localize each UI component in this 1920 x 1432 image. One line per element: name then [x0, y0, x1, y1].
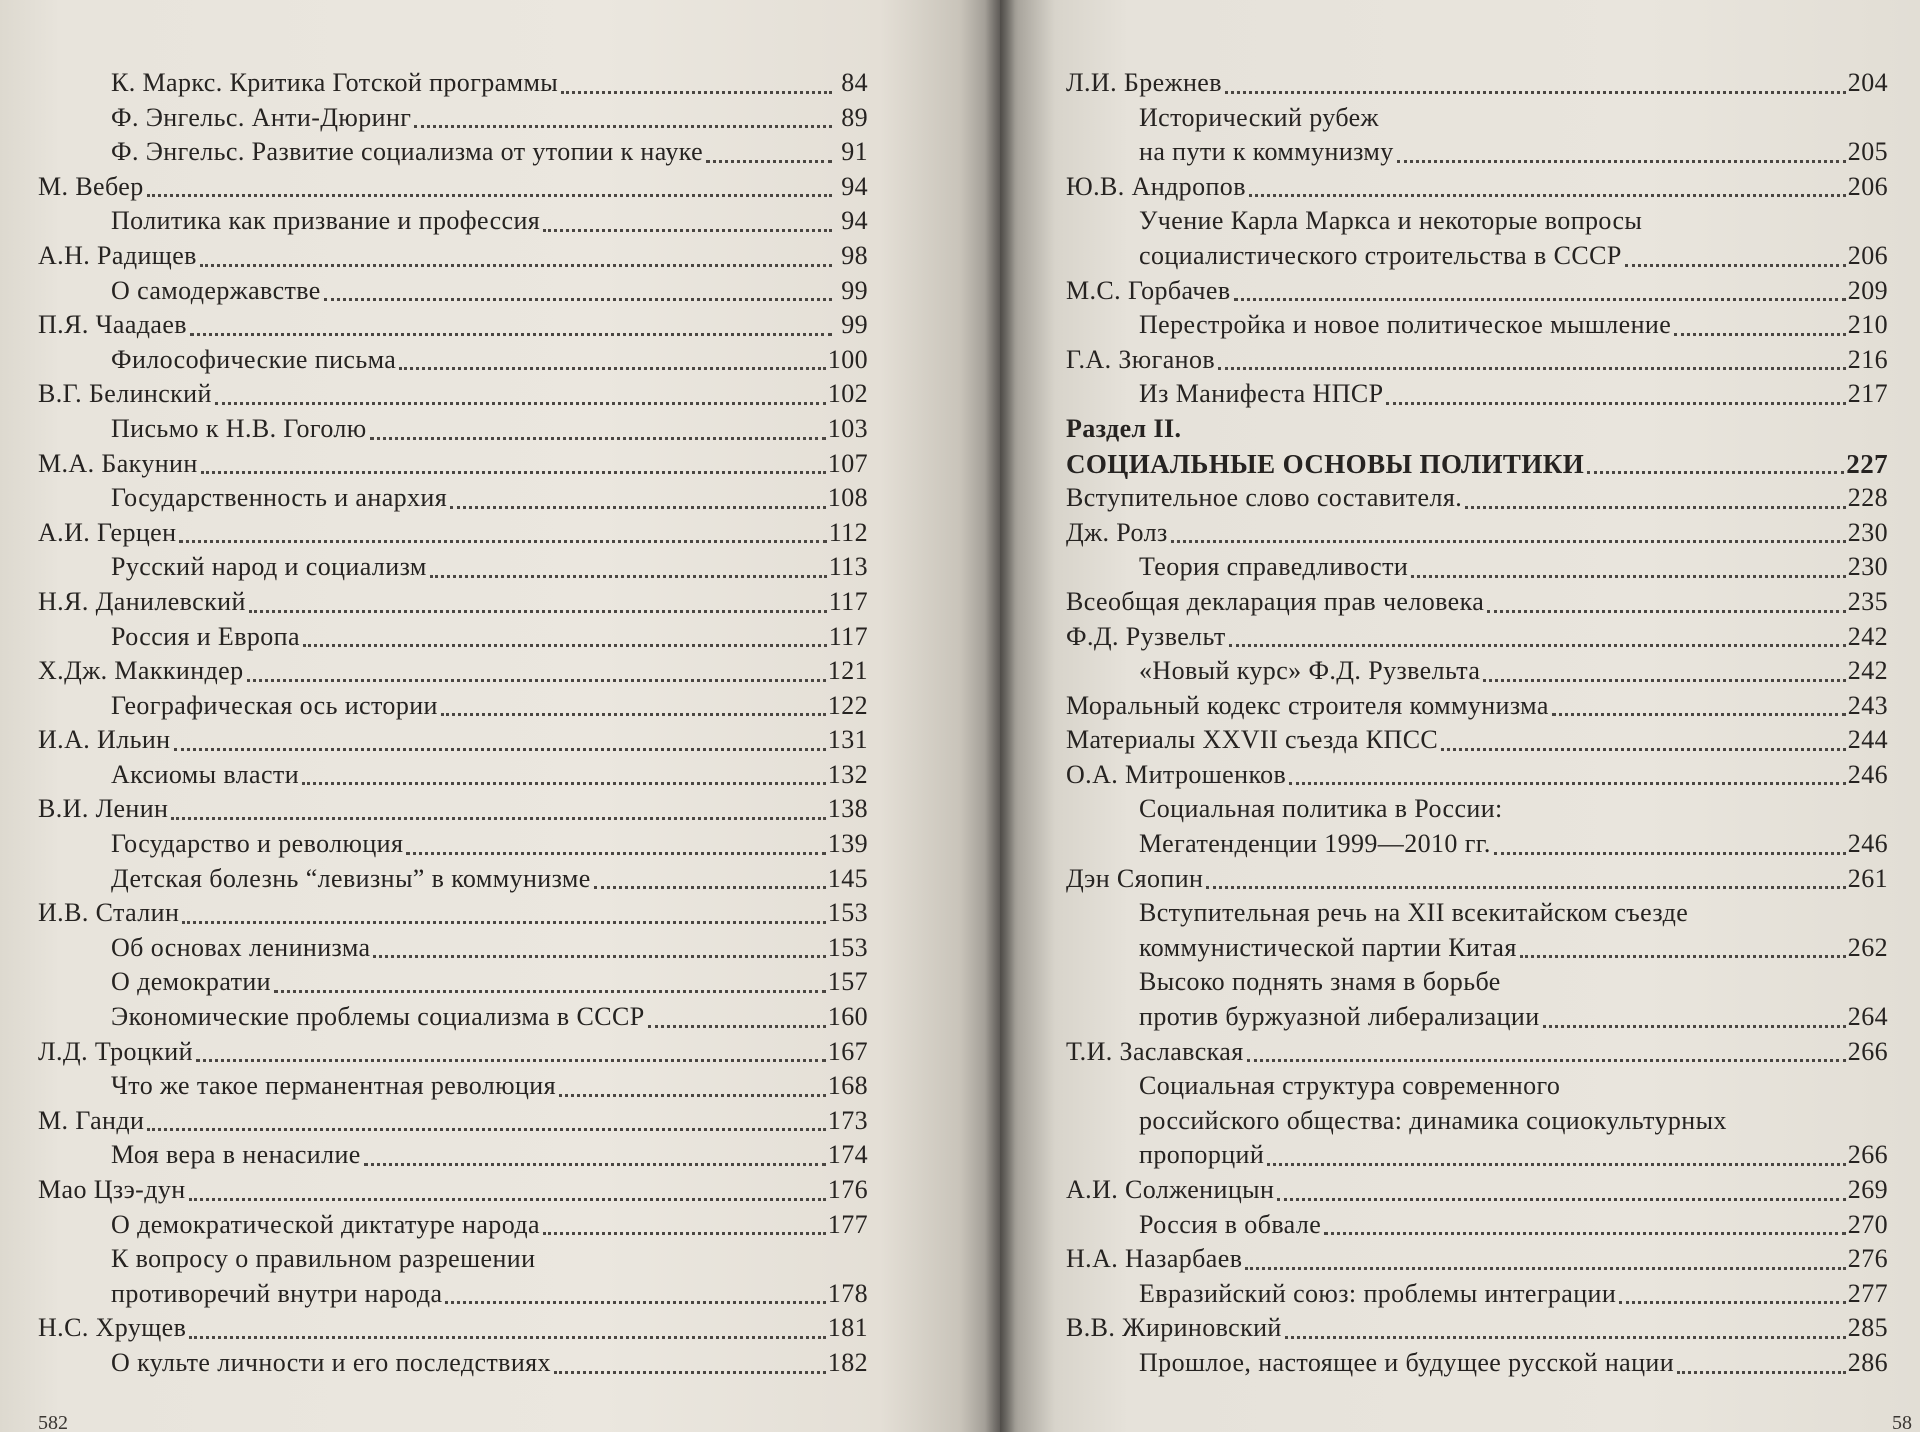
toc-page-number: 173	[827, 1105, 868, 1135]
toc-entry-title: Социальная структура современного	[1139, 1071, 1561, 1101]
dot-leader	[648, 1024, 826, 1028]
toc-entry-title: Что же такое перманентная революция	[111, 1071, 556, 1101]
toc-entry-title: Л.И. Брежнев	[1066, 68, 1222, 97]
dot-leader	[450, 505, 826, 509]
dot-leader	[364, 1162, 826, 1166]
toc-entry-title: социалистического строительства в СССР	[1139, 240, 1622, 270]
toc-entry-title: Политика как призвание и профессия	[111, 206, 541, 236]
toc-entry-title: Материалы XXVII съезда КПСС	[1066, 725, 1439, 755]
toc-entry-title: Из Манифеста НПСР	[1139, 379, 1384, 409]
toc-page-number: 178	[827, 1278, 868, 1308]
dot-leader	[706, 159, 832, 163]
toc-page-number: 209	[1847, 275, 1888, 305]
dot-leader	[1483, 678, 1846, 682]
toc-page-number: 182	[827, 1347, 868, 1377]
toc-entry	[38, 654, 868, 689]
toc-subentry	[1066, 1104, 1888, 1139]
toc-entry	[1066, 862, 1888, 897]
toc-entry	[38, 1104, 868, 1139]
toc-page-number: 210	[1847, 310, 1888, 340]
toc-entry	[1066, 516, 1888, 551]
toc-subentry	[1066, 896, 1888, 931]
dot-leader	[200, 263, 832, 267]
toc-entry-title: П.Я. Чаадаев	[38, 310, 187, 340]
toc-page-number: 107	[827, 448, 868, 478]
toc-page-number: 246	[1847, 759, 1888, 789]
toc-page-number: 139	[827, 829, 868, 859]
toc-page-number: 167	[827, 1036, 868, 1066]
toc-entry	[1066, 1035, 1888, 1070]
table-of-contents-right	[1066, 66, 1888, 1381]
toc-entry-title: Учение Карла Маркса и некоторые вопросы	[1139, 206, 1643, 236]
dot-leader	[543, 1231, 826, 1235]
toc-subentry	[38, 1277, 868, 1312]
dot-leader	[1277, 1197, 1845, 1201]
toc-page-number: 277	[1847, 1278, 1888, 1308]
toc-page-number: 138	[827, 794, 868, 824]
toc-page-number: 242	[1847, 656, 1888, 686]
toc-page-number: 246	[1847, 829, 1888, 859]
dot-leader	[414, 124, 832, 128]
dot-leader	[1267, 1162, 1846, 1166]
toc-page-number: 112	[828, 517, 868, 547]
toc-subentry	[38, 343, 868, 378]
dot-leader	[196, 1058, 826, 1062]
toc-entry-title: противоречий внутри народа	[111, 1278, 443, 1308]
dot-leader	[441, 712, 826, 716]
toc-entry	[38, 1035, 868, 1070]
toc-entry	[1066, 758, 1888, 793]
toc-page-number: 264	[1847, 1002, 1888, 1032]
toc-entry-title: Х.Дж. Маккиндер	[38, 656, 244, 686]
toc-page-number: 266	[1847, 1140, 1888, 1170]
toc-page-number: 217	[1847, 379, 1888, 409]
toc-subentry	[38, 1000, 868, 1035]
toc-page-number: 84	[841, 68, 868, 97]
toc-page-number: 98	[841, 240, 868, 270]
dot-leader	[1397, 159, 1846, 163]
dot-leader	[179, 539, 826, 543]
toc-page-number: 108	[827, 483, 868, 513]
toc-entry-title: Моральный кодекс строителя коммунизма	[1066, 690, 1549, 720]
toc-page-number: 230	[1847, 517, 1888, 547]
toc-page-number: 227	[1846, 448, 1888, 479]
toc-subentry	[38, 550, 868, 585]
toc-section-heading	[1066, 447, 1888, 482]
dot-leader	[1465, 505, 1846, 509]
toc-entry	[1066, 274, 1888, 309]
dot-leader	[1674, 332, 1846, 336]
toc-subentry	[1066, 1346, 1888, 1381]
dot-leader	[1229, 643, 1846, 647]
toc-page-number: 122	[827, 690, 868, 720]
toc-subentry	[1066, 550, 1888, 585]
toc-subentry	[38, 204, 868, 239]
toc-entry	[38, 447, 868, 482]
dot-leader	[303, 643, 827, 647]
toc-page-number: 103	[827, 413, 868, 443]
dot-leader	[324, 297, 832, 301]
dot-leader	[1494, 851, 1846, 855]
toc-entry	[38, 377, 868, 412]
dot-leader	[1552, 712, 1846, 716]
toc-page-number: 113	[828, 552, 868, 582]
dot-leader	[1520, 954, 1846, 958]
dot-leader	[1619, 1300, 1846, 1304]
toc-entry-title: Аксиомы власти	[111, 759, 300, 789]
toc-entry-title: пропорций	[1139, 1140, 1265, 1170]
toc-entry-title: Ф.Д. Рузвельт	[1066, 621, 1226, 651]
dot-leader	[1386, 401, 1845, 405]
dot-leader	[1234, 297, 1846, 301]
toc-page-number: 131	[827, 725, 868, 755]
toc-entry-title: И.А. Ильин	[38, 725, 171, 755]
toc-section-heading	[1066, 412, 1888, 447]
dot-leader	[561, 90, 832, 94]
toc-page-number: 132	[827, 759, 868, 789]
dot-leader	[1285, 1335, 1846, 1339]
dot-leader	[189, 1197, 826, 1201]
dot-leader	[1206, 885, 1845, 889]
toc-page-number: 117	[828, 621, 868, 651]
toc-entry-title: на пути к коммунизму	[1139, 137, 1394, 167]
toc-page-number: 230	[1847, 552, 1888, 582]
toc-entry-title: Дэн Сяопин	[1066, 863, 1204, 893]
toc-subentry	[38, 931, 868, 966]
dot-leader	[1247, 1058, 1846, 1062]
dot-leader	[182, 920, 826, 924]
toc-page-number: 168	[827, 1071, 868, 1101]
toc-entry	[1066, 66, 1888, 101]
toc-entry-title: Вступительное слово составителя.	[1066, 483, 1463, 513]
toc-subentry	[1066, 239, 1888, 274]
toc-page-number: 206	[1847, 240, 1888, 270]
dot-leader	[1543, 1024, 1846, 1028]
dot-leader	[147, 1127, 825, 1131]
toc-entry	[38, 723, 868, 758]
dot-leader	[171, 816, 825, 820]
toc-entry-title: И.В. Сталин	[38, 898, 180, 928]
toc-subentry	[1066, 1277, 1888, 1312]
dot-leader	[1625, 263, 1846, 267]
toc-entry-title: Русский народ и социализм	[111, 552, 427, 582]
toc-entry-title: Ф. Энгельс. Анти-Дюринг	[111, 102, 412, 132]
toc-page-number: 243	[1847, 690, 1888, 720]
right-page	[1000, 0, 1920, 1432]
toc-subentry	[38, 1346, 868, 1381]
toc-page-number: 216	[1847, 344, 1888, 374]
dot-leader	[1218, 366, 1846, 370]
toc-subentry	[1066, 654, 1888, 689]
dot-leader	[1677, 1370, 1846, 1374]
toc-page-number: 99	[841, 275, 868, 305]
toc-subentry	[1066, 1208, 1888, 1243]
toc-entry	[1066, 1311, 1888, 1346]
toc-page-number: 94	[841, 171, 868, 201]
toc-entry	[1066, 585, 1888, 620]
dot-leader	[189, 1335, 826, 1339]
dot-leader	[190, 332, 832, 336]
dot-leader	[1487, 609, 1846, 613]
toc-subentry	[38, 135, 868, 170]
toc-subentry	[1066, 377, 1888, 412]
toc-page-number: 205	[1847, 137, 1888, 167]
toc-entry-title: Теория справедливости	[1139, 552, 1409, 582]
toc-page-number: 276	[1847, 1244, 1888, 1274]
toc-subentry	[1066, 1069, 1888, 1104]
toc-entry-title: Государственность и анархия	[111, 483, 448, 513]
toc-subentry	[1066, 792, 1888, 827]
toc-entry-title: М. Вебер	[38, 171, 144, 201]
toc-entry-title: Дж. Ролз	[1066, 517, 1168, 547]
toc-entry-title: Мао Цзэ-дун	[38, 1175, 186, 1204]
toc-subentry	[1066, 1000, 1888, 1035]
dot-leader	[1587, 470, 1844, 474]
dot-leader	[201, 470, 826, 474]
toc-subentry	[38, 66, 868, 101]
toc-entry	[38, 792, 868, 827]
toc-page-number: 153	[827, 932, 868, 962]
toc-page-number: 153	[827, 898, 868, 928]
toc-entry-title: Мегатенденции 1999—2010 гг.	[1139, 829, 1491, 859]
toc-subentry	[38, 620, 868, 655]
toc-page-number: 99	[841, 310, 868, 340]
toc-page-number: 270	[1847, 1209, 1888, 1239]
toc-page-number: 102	[827, 379, 868, 409]
toc-entry-title: Г.А. Зюганов	[1066, 344, 1216, 374]
dot-leader	[406, 851, 825, 855]
toc-page-number: 117	[828, 586, 868, 616]
toc-entry-title: Исторический рубеж	[1139, 102, 1379, 132]
dot-leader	[215, 401, 826, 405]
toc-page-number: 286	[1847, 1347, 1888, 1377]
toc-entry-title: Государство и революция	[111, 829, 404, 859]
toc-page-number: 177	[827, 1209, 868, 1239]
toc-subentry	[38, 412, 868, 447]
toc-entry-title: Моя вера в ненасилие	[111, 1140, 361, 1170]
dot-leader	[1441, 747, 1846, 751]
toc-entry-title: О.А. Митрошенков	[1066, 759, 1287, 789]
toc-entry-title: Высоко поднять знамя в борьбе	[1139, 967, 1501, 997]
toc-subentry	[1066, 1138, 1888, 1173]
dot-leader	[174, 747, 826, 751]
toc-page-number: 244	[1847, 725, 1888, 755]
toc-entry-title: Н.А. Назарбаев	[1066, 1244, 1243, 1274]
toc-subentry	[38, 758, 868, 793]
toc-entry-title: Перестройка и новое политическое мышление	[1139, 310, 1672, 340]
toc-subentry	[38, 1208, 868, 1243]
dot-leader	[445, 1300, 825, 1304]
toc-entry-title: О культе личности и его последствиях	[111, 1347, 551, 1377]
toc-entry	[38, 516, 868, 551]
toc-subentry	[1066, 931, 1888, 966]
toc-subentry	[38, 1242, 868, 1277]
dot-leader	[147, 193, 832, 197]
toc-entry-title: О демократической диктатуре народа	[111, 1209, 540, 1239]
toc-page-number: 235	[1847, 586, 1888, 616]
toc-entry	[1066, 1242, 1888, 1277]
toc-page-number: 121	[827, 656, 868, 686]
toc-subentry	[1066, 101, 1888, 136]
toc-page-number: 262	[1847, 932, 1888, 962]
toc-entry-title: российского общества: динамика социокультурных	[1139, 1105, 1727, 1135]
toc-page-number: 269	[1847, 1175, 1888, 1204]
toc-entry-title: К вопросу о правильном разрешении	[111, 1244, 536, 1274]
toc-entry-title: Н.Я. Данилевский	[38, 586, 246, 616]
toc-entry	[1066, 170, 1888, 205]
toc-entry-title: А.И. Солженицын	[1066, 1175, 1275, 1204]
toc-page-number: 94	[841, 206, 868, 236]
toc-entry	[1066, 481, 1888, 516]
toc-subentry	[38, 965, 868, 1000]
toc-entry-title: А.И. Герцен	[38, 517, 177, 547]
toc-page-number: 261	[1847, 863, 1888, 893]
toc-entry-title: О демократии	[111, 967, 271, 997]
toc-entry-title: Социальная политика в России:	[1139, 794, 1503, 824]
toc-page-number: 285	[1847, 1313, 1888, 1343]
toc-entry-title: Россия и Европа	[111, 621, 300, 651]
toc-entry-title: Географическая ось истории	[111, 690, 438, 720]
toc-subentry	[1066, 204, 1888, 239]
toc-entry	[1066, 1173, 1888, 1208]
toc-entry	[38, 896, 868, 931]
toc-subentry	[38, 862, 868, 897]
dot-leader	[430, 574, 827, 578]
toc-subentry	[38, 101, 868, 136]
toc-subentry	[38, 481, 868, 516]
toc-entry-title: Ю.В. Андропов	[1066, 171, 1246, 201]
toc-entry-title: Детская болезнь “левизны” в коммунизме	[111, 863, 591, 893]
dot-leader	[1289, 781, 1846, 785]
dot-leader	[559, 1093, 826, 1097]
toc-entry	[38, 239, 868, 274]
toc-entry	[1066, 689, 1888, 724]
toc-entry-title: СОЦИАЛЬНЫЕ ОСНОВЫ ПОЛИТИКИ	[1066, 448, 1585, 479]
toc-page-number: 228	[1847, 483, 1888, 513]
toc-subentry	[38, 274, 868, 309]
toc-entry-title: Всеобщая декларация прав человека	[1066, 586, 1485, 616]
toc-entry-title: В.И. Ленин	[38, 794, 169, 824]
dot-leader	[373, 954, 825, 958]
toc-entry-title: Прошлое, настоящее и будущее русской нации	[1139, 1347, 1675, 1377]
toc-entry-title: Евразийский союз: проблемы интеграции	[1139, 1278, 1617, 1308]
toc-page-number: 206	[1847, 171, 1888, 201]
toc-entry	[38, 1173, 868, 1208]
toc-subentry	[1066, 308, 1888, 343]
toc-entry	[38, 308, 868, 343]
toc-entry-title: Россия в обвале	[1139, 1209, 1322, 1239]
dot-leader	[1324, 1231, 1846, 1235]
toc-subentry	[1066, 965, 1888, 1000]
toc-page-number: 89	[841, 102, 868, 132]
toc-entry-title: А.Н. Радищев	[38, 240, 197, 270]
dot-leader	[1225, 90, 1846, 94]
toc-entry	[1066, 620, 1888, 655]
toc-page-number: 157	[827, 967, 868, 997]
dot-leader	[1245, 1266, 1845, 1270]
toc-subentry	[1066, 135, 1888, 170]
dot-leader	[399, 366, 826, 370]
toc-entry-title: «Новый курс» Ф.Д. Рузвельта	[1139, 656, 1481, 686]
toc-entry-title: Н.С. Хрущев	[38, 1313, 187, 1343]
toc-entry	[38, 585, 868, 620]
dot-leader	[554, 1370, 826, 1374]
toc-entry	[38, 170, 868, 205]
toc-entry-title: Т.И. Заславская	[1066, 1036, 1244, 1066]
toc-subentry	[1066, 827, 1888, 862]
dot-leader	[247, 678, 826, 682]
dot-leader	[1249, 193, 1846, 197]
toc-page-number: 160	[827, 1002, 868, 1032]
toc-entry-title: О самодержавстве	[111, 275, 321, 305]
toc-entry-title: В.В. Жириновский	[1066, 1313, 1282, 1343]
toc-subentry	[38, 689, 868, 724]
toc-entry	[1066, 723, 1888, 758]
toc-page-number: 145	[827, 863, 868, 893]
toc-entry-title: М.А. Бакунин	[38, 448, 198, 478]
toc-entry-title: Экономические проблемы социализма в СССР	[111, 1002, 645, 1032]
toc-subentry	[38, 1069, 868, 1104]
toc-entry	[1066, 343, 1888, 378]
dot-leader	[249, 609, 827, 613]
toc-page-number: 176	[827, 1175, 868, 1204]
dot-leader	[370, 436, 826, 440]
page-number-left: 582	[38, 1412, 68, 1432]
toc-entry-title: Об основах ленинизма	[111, 932, 371, 962]
toc-entry-title: Вступительная речь на XII всекитайском съезде	[1139, 898, 1689, 928]
toc-entry-title: Ф. Энгельс. Развитие социализма от утопии к науке	[111, 137, 704, 167]
toc-entry-title: Философические письма	[111, 344, 397, 374]
toc-entry-title: Л.Д. Троцкий	[38, 1036, 193, 1066]
toc-entry-title: В.Г. Белинский	[38, 379, 212, 409]
toc-page-number: 181	[827, 1313, 868, 1343]
toc-entry-title: М. Ганди	[38, 1105, 145, 1135]
toc-entry-title: К. Маркс. Критика Готской программы	[111, 68, 559, 97]
toc-subentry	[38, 827, 868, 862]
toc-entry	[38, 1311, 868, 1346]
toc-page-number: 174	[827, 1140, 868, 1170]
toc-subentry	[38, 1138, 868, 1173]
toc-page-number: 91	[841, 137, 868, 167]
toc-entry-title: против буржуазной либерализации	[1139, 1002, 1540, 1032]
table-of-contents-left	[38, 66, 868, 1381]
toc-page-number: 100	[827, 344, 868, 374]
toc-entry-title: Раздел II.	[1066, 413, 1182, 443]
dot-leader	[1171, 539, 1846, 543]
dot-leader	[302, 781, 826, 785]
toc-page-number: 204	[1847, 68, 1888, 97]
toc-entry-title: М.С. Горбачев	[1066, 275, 1231, 305]
dot-leader	[1411, 574, 1846, 578]
toc-page-number: 266	[1847, 1036, 1888, 1066]
dot-leader	[274, 989, 826, 993]
dot-leader	[594, 885, 826, 889]
toc-entry-title: Письмо к Н.В. Гоголю	[111, 413, 367, 443]
dot-leader	[543, 228, 832, 232]
page-number-right: 58	[1892, 1412, 1912, 1432]
toc-entry-title: коммунистической партии Китая	[1139, 932, 1517, 962]
toc-page-number: 242	[1847, 621, 1888, 651]
